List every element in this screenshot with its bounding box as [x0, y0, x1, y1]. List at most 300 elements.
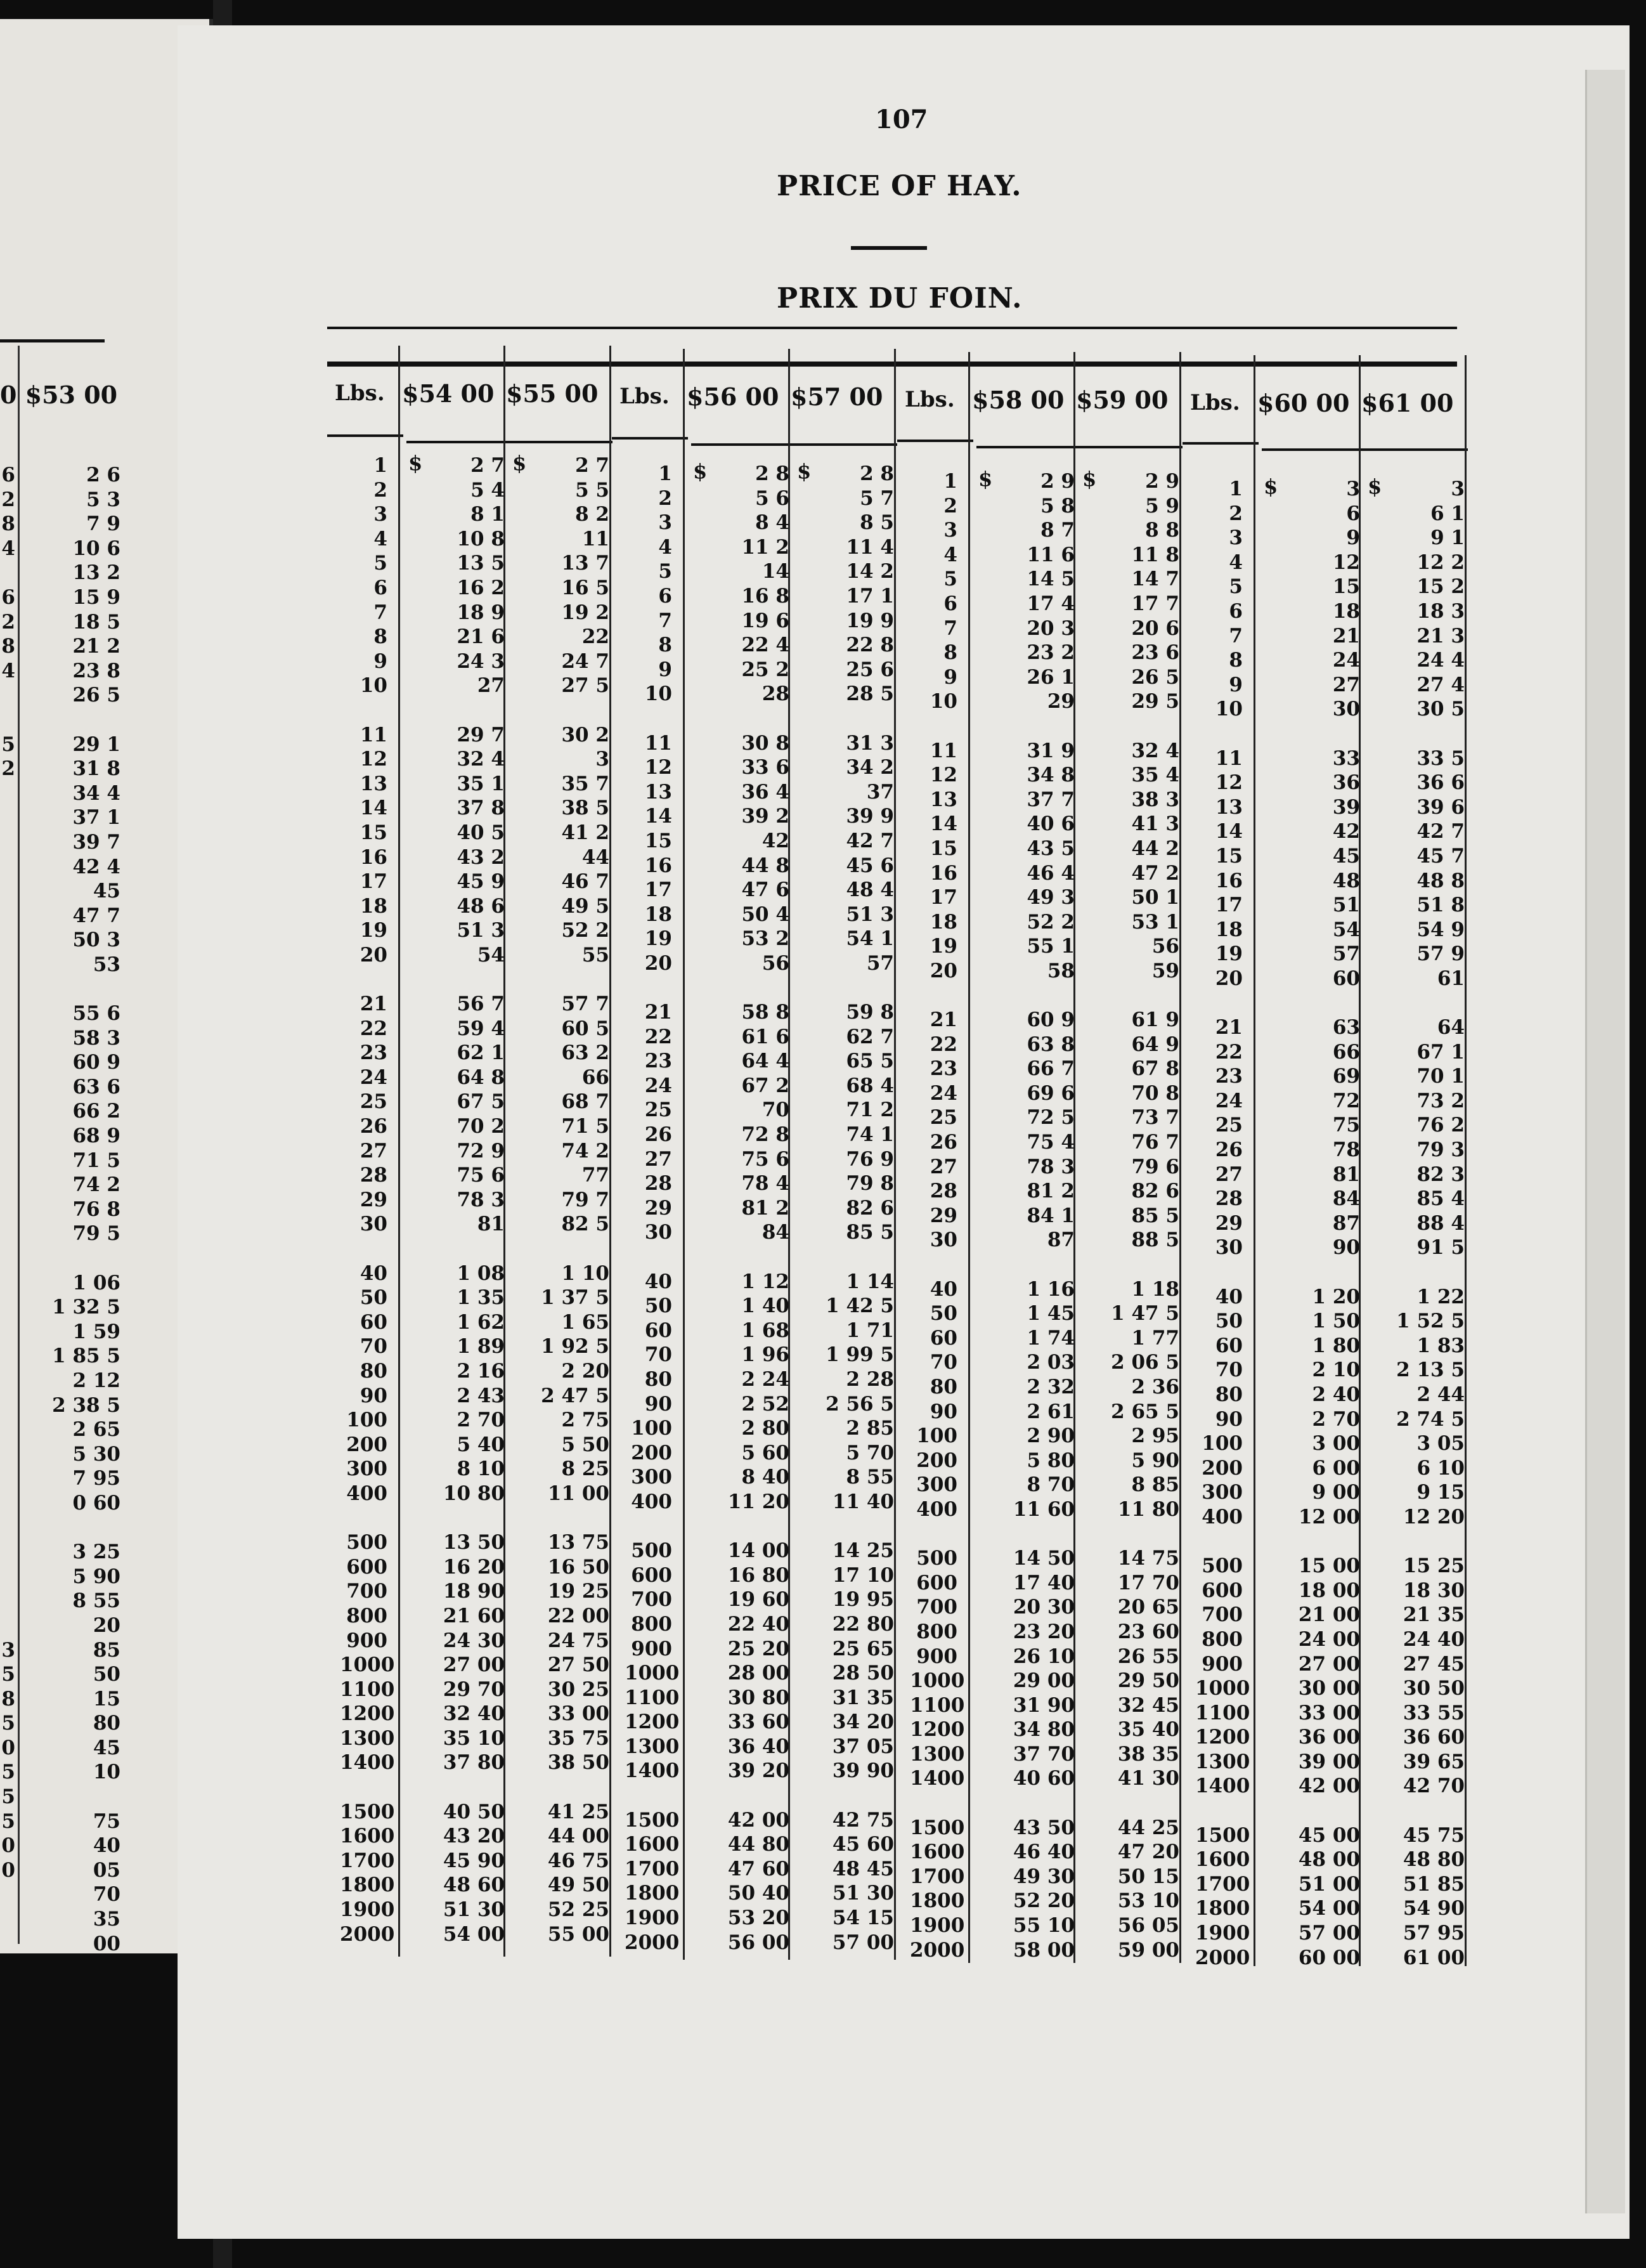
price-cell: [508, 1775, 609, 1800]
price-cell: 54 1: [846, 927, 894, 951]
price-cell: 28: [761, 682, 789, 706]
weight-cell: 600: [631, 1563, 672, 1587]
left-fragment-cell: 5: [1, 733, 15, 756]
price-cell: 15 2: [1416, 575, 1465, 599]
price-cell: 78 4: [741, 1172, 789, 1196]
weight-cell: 28: [930, 1180, 957, 1203]
price-cell: [1363, 1260, 1465, 1285]
price-cell: 87: [1332, 1211, 1360, 1235]
weight-cell: 8: [373, 625, 387, 649]
price-cell: 57: [1332, 942, 1360, 966]
price-cell: 32 40: [443, 1702, 505, 1726]
price-cell: 60 9: [1027, 1008, 1075, 1032]
price-cell: 2 40: [1312, 1383, 1360, 1406]
left-fragment-cell: 29 1: [72, 733, 120, 756]
weight-cell: 21: [1215, 1016, 1243, 1040]
price-cell: 1 42 5: [826, 1294, 894, 1318]
price-cell: 10 8: [457, 527, 505, 551]
price-cell: 81 2: [1027, 1180, 1075, 1203]
left-fragment-cell: 1 59: [72, 1320, 120, 1343]
price-cell: [403, 1237, 505, 1261]
price-cell: 62 1: [457, 1041, 505, 1065]
column-header-price: $55 00: [506, 379, 599, 408]
price-cell: 82 5: [561, 1213, 609, 1236]
price-cell: 63 8: [1027, 1033, 1075, 1056]
weight-cell: 6: [658, 584, 672, 608]
weight-cell: 13: [360, 772, 387, 795]
price-cell: 58 8: [741, 1001, 789, 1024]
price-cell: 5 90: [1131, 1449, 1179, 1472]
price-cell: 69 6: [1027, 1081, 1075, 1105]
price-cell: 45 90: [443, 1849, 505, 1872]
weight-cell: 1500: [625, 1808, 680, 1832]
weight-cell: 1800: [1195, 1897, 1250, 1920]
price-cell: 67 2: [741, 1074, 789, 1097]
weight-cell: 23: [1215, 1065, 1243, 1088]
left-fragment-cell: 66 2: [72, 1100, 120, 1123]
weight-cell: 2000: [910, 1938, 965, 1962]
price-cell: 49 50: [547, 1874, 609, 1897]
price-cell: 84: [1332, 1187, 1360, 1211]
price-cell: 48 00: [1298, 1848, 1360, 1872]
price-cell: 2 10: [1312, 1359, 1360, 1382]
weight-cell: 1200: [910, 1718, 965, 1742]
weight-cell: 300: [346, 1457, 387, 1481]
price-cell: 27: [1332, 673, 1360, 696]
weight-cell: 600: [1202, 1579, 1243, 1602]
price-cell: 40 6: [1027, 812, 1075, 836]
price-cell: [793, 1245, 894, 1270]
price-cell: 42 00: [1298, 1775, 1360, 1798]
left-fragment-cell: 45: [93, 880, 120, 903]
left-fragment-cell: [0, 1271, 15, 1296]
left-fragment-cell: 75: [93, 1809, 120, 1833]
left-fragment-cell: 79 5: [72, 1222, 120, 1246]
price-cell: 78: [1332, 1138, 1360, 1162]
price-cell: 57 95: [1403, 1922, 1465, 1945]
left-fragment-cell: 71 5: [72, 1149, 120, 1172]
price-cell: 51: [1332, 894, 1360, 917]
weight-cell: 1400: [1195, 1775, 1250, 1798]
left-fragment-cell: 50: [93, 1663, 120, 1686]
price-cell: 72 5: [1027, 1106, 1075, 1130]
price-cell: [1363, 1799, 1465, 1823]
column-header-price: $54 00: [402, 379, 495, 408]
weight-cell: 10: [644, 682, 672, 706]
weight-cell: 30: [930, 1228, 957, 1252]
weight-cell: 1300: [910, 1742, 965, 1766]
weight-cell: 16: [930, 861, 957, 885]
weight-cell: 24: [1215, 1089, 1243, 1112]
left-fragment-cell: [0, 1466, 15, 1491]
price-cell: 3 00: [1312, 1432, 1360, 1456]
weight-cell: 20: [644, 951, 672, 975]
price-cell: 5 9: [1145, 494, 1179, 518]
price-cell: 40 5: [457, 821, 505, 844]
price-cell: 51 3: [457, 919, 505, 942]
price-cell: 1 47 5: [1111, 1302, 1179, 1326]
price-cell: 11 6: [1027, 543, 1075, 566]
price-cell: 81: [477, 1213, 505, 1236]
price-cell: 45: [1332, 844, 1360, 868]
weight-cell: 700: [631, 1588, 672, 1612]
price-cell: 36 00: [1298, 1726, 1360, 1749]
weight-cell: 1200: [625, 1711, 680, 1734]
weight-cell: 23: [644, 1050, 672, 1073]
weight-cell: 500: [916, 1547, 957, 1570]
weight-cell: 1400: [625, 1759, 680, 1783]
left-fragment-cell: [0, 1295, 15, 1320]
weight-cell: 1200: [340, 1702, 395, 1726]
price-cell: 43 5: [1027, 837, 1075, 860]
left-fragment-cell: 2 65: [72, 1418, 120, 1442]
price-cell: 9: [1346, 526, 1360, 550]
left-fragment-cell: 3 25: [72, 1541, 120, 1564]
price-cell: 17 4: [1027, 592, 1075, 615]
price-cell: 37 70: [1013, 1742, 1075, 1766]
weight-cell: 3: [373, 503, 387, 526]
left-fragment-cell: [25, 1785, 120, 1809]
price-cell: 75 6: [457, 1164, 505, 1187]
price-cell: 6 10: [1416, 1456, 1465, 1480]
weight-cell: [340, 1237, 387, 1261]
left-fragment-cell: 0: [1, 1834, 15, 1858]
weight-cell: 500: [631, 1539, 672, 1563]
price-cell: [508, 967, 609, 992]
price-cell: 45 75: [1403, 1823, 1465, 1847]
column-rule: [1465, 355, 1467, 1966]
price-cell: 13 7: [561, 552, 609, 575]
price-cell: 60: [1332, 967, 1360, 990]
price-cell: [793, 975, 894, 1000]
weight-cell: 1300: [625, 1735, 680, 1758]
price-cell: 20 65: [1117, 1596, 1179, 1619]
price-cell: 54: [477, 943, 505, 967]
price-cell: [1259, 1799, 1360, 1823]
weight-cell: 500: [1202, 1554, 1243, 1578]
price-cell: 51 30: [832, 1882, 894, 1905]
price-cell: 25 20: [727, 1637, 789, 1660]
price-cell: 67 5: [457, 1090, 505, 1114]
price-cell: 30 8: [741, 731, 789, 755]
price-cell: 14 50: [1013, 1547, 1075, 1570]
price-cell: 31 90: [1013, 1693, 1075, 1717]
price-cell: 81 2: [741, 1196, 789, 1220]
weight-cell: 2: [658, 486, 672, 510]
weight-cell: 11: [930, 739, 957, 762]
price-cell: 30 5: [1416, 698, 1465, 721]
left-fragment-cell: 10 6: [72, 537, 120, 560]
weight-cell: 70: [1215, 1359, 1243, 1382]
weight-cell: 200: [1202, 1456, 1243, 1480]
left-fragment-cell: 35: [93, 1908, 120, 1931]
price-cell: 36 6: [1416, 771, 1465, 795]
left-fragment-cell: [0, 781, 15, 806]
price-cell: 35 10: [443, 1726, 505, 1750]
price-cell: 64 4: [741, 1050, 789, 1073]
price-cell: 77: [581, 1164, 609, 1187]
weight-cell: 30: [644, 1221, 672, 1244]
weight-cell: 800: [916, 1620, 957, 1643]
price-cell: 32 4: [1131, 739, 1179, 762]
price-cell: 16 8: [741, 584, 789, 608]
price-cell: 66 7: [1027, 1057, 1075, 1081]
left-fragment-cell: 10: [93, 1761, 120, 1784]
left-fragment-cell: [0, 1246, 15, 1271]
weight-cell: 1900: [625, 1906, 680, 1930]
price-cell: 85 5: [846, 1221, 894, 1244]
currency-symbol: $: [1264, 474, 1278, 499]
price-cell: 20 30: [1013, 1596, 1075, 1619]
price-cell: 3: [1346, 478, 1360, 500]
left-fragment-cell: 7 9: [86, 512, 120, 536]
weight-cell: 30: [360, 1213, 387, 1236]
weight-cell: 16: [644, 854, 672, 877]
weight-cell: [625, 707, 672, 731]
left-fragment-cell: [0, 561, 15, 585]
weight-cell: [340, 967, 387, 992]
weight-cell: 18: [930, 910, 957, 934]
weight-cell: 100: [631, 1417, 672, 1440]
weight-cell: 1100: [910, 1693, 965, 1717]
column-rule: [968, 352, 970, 1963]
weight-cell: 28: [360, 1164, 387, 1187]
price-cell: 78 3: [1027, 1155, 1075, 1178]
weight-cell: 900: [916, 1645, 957, 1668]
price-cell: 25 6: [846, 658, 894, 681]
price-cell: 13 75: [547, 1531, 609, 1554]
weight-cell: 29: [1215, 1211, 1243, 1235]
left-fragment-cell: [0, 1565, 15, 1589]
left-fragment-cell: 42 4: [72, 855, 120, 878]
price-cell: 39: [1332, 795, 1360, 819]
left-fragment-cell: 63 6: [72, 1075, 120, 1098]
price-cell: 30 50: [1403, 1677, 1465, 1700]
weight-cell: 20: [360, 943, 387, 967]
price-cell: 57 00: [832, 1931, 894, 1954]
price-cell: 67 1: [1416, 1040, 1465, 1064]
price-cell: [403, 1775, 505, 1800]
price-cell: 2 70: [1312, 1407, 1360, 1431]
price-cell: 50 15: [1117, 1865, 1179, 1888]
price-column: [508, 453, 609, 1946]
weight-cell: 21: [930, 1008, 957, 1032]
weight-cell: 15: [930, 837, 957, 860]
weight-cell: 17: [644, 878, 672, 902]
price-cell: 90: [1332, 1236, 1360, 1260]
weight-cell: 100: [916, 1424, 957, 1448]
price-cell: 11 40: [832, 1490, 894, 1513]
weight-cell: 60: [644, 1319, 672, 1342]
price-cell: 59 00: [1117, 1938, 1179, 1962]
price-cell: 10 80: [443, 1482, 505, 1505]
weight-cell: 50: [1215, 1310, 1243, 1333]
price-cell: 8 8: [1145, 519, 1179, 542]
weight-cell: 25: [360, 1090, 387, 1114]
price-cell: 32 4: [457, 748, 505, 771]
price-cell: 16 5: [561, 576, 609, 599]
weight-cell: 70: [930, 1351, 957, 1374]
column-header-price: $57 00: [791, 382, 883, 411]
price-cell: 8 5: [860, 511, 894, 535]
price-cell: 30 2: [561, 723, 609, 746]
price-cell: 59: [1151, 959, 1179, 982]
weight-cell: 20: [1215, 967, 1243, 990]
header-underline: [406, 441, 612, 443]
weight-cell: [625, 975, 672, 1000]
price-cell: 72: [1332, 1089, 1360, 1112]
price-cell: 79 7: [561, 1188, 609, 1211]
price-cell: 70 2: [457, 1115, 505, 1138]
weight-cell: 70: [644, 1343, 672, 1367]
price-cell: 22 8: [846, 634, 894, 657]
price-cell: 5 5: [575, 478, 609, 502]
weight-cell: 25: [1215, 1114, 1243, 1137]
price-cell: 48: [1332, 869, 1360, 892]
price-cell: 48 60: [443, 1874, 505, 1897]
price-cell: 28 5: [846, 682, 894, 706]
currency-symbol: $: [693, 459, 708, 483]
weight-cell: [340, 1506, 387, 1531]
weight-cell: 1: [373, 454, 387, 477]
price-cell: 1 74: [1027, 1326, 1075, 1350]
price-cell: 28 00: [727, 1662, 789, 1685]
weight-cell: [1195, 1799, 1243, 1823]
price-cell: 29 70: [443, 1678, 505, 1701]
price-cell: 8 1: [470, 503, 505, 526]
weight-cell: 11: [644, 731, 672, 755]
left-fragment-cell: 5 30: [72, 1442, 120, 1466]
weight-cell: 27: [360, 1139, 387, 1163]
price-cell: 3 05: [1416, 1432, 1465, 1456]
price-cell: 44 80: [727, 1833, 789, 1856]
weight-cell: 1300: [340, 1726, 395, 1750]
price-cell: 21 6: [457, 625, 505, 649]
price-cell: [688, 1245, 789, 1270]
column-header-lbs: Lbs.: [335, 381, 385, 406]
left-fragment-cell: 5: [1, 1712, 15, 1735]
price-cell: 1 22: [1416, 1285, 1465, 1308]
price-cell: 49 30: [1013, 1865, 1075, 1888]
weight-cell: 23: [360, 1041, 387, 1065]
price-cell: 1 77: [1131, 1326, 1179, 1350]
price-cell: 5 60: [741, 1441, 789, 1464]
price-cell: 2 13 5: [1396, 1359, 1465, 1382]
price-cell: 24 3: [457, 649, 505, 673]
price-cell: 36 40: [727, 1735, 789, 1758]
weight-cell: 90: [930, 1400, 957, 1423]
weight-cell: 1600: [340, 1825, 395, 1848]
price-cell: 26 1: [1027, 665, 1075, 689]
price-cell: 33 60: [727, 1711, 789, 1734]
price-cell: 37 8: [457, 797, 505, 820]
left-fragment-cell: 00: [93, 1932, 120, 1955]
price-cell: 76 7: [1131, 1131, 1179, 1154]
weight-cell: 22: [360, 1017, 387, 1040]
price-cell: 5 50: [561, 1433, 609, 1456]
weight-cell: [910, 983, 957, 1008]
price-cell: 23 60: [1117, 1620, 1179, 1643]
price-cell: 6 00: [1312, 1456, 1360, 1480]
header-underline: [691, 443, 897, 446]
price-cell: 1 45: [1027, 1302, 1075, 1326]
weight-cell: 4: [1229, 551, 1243, 574]
price-column: [973, 469, 1075, 1962]
price-cell: 2 95: [1131, 1424, 1179, 1448]
price-cell: 64 8: [457, 1066, 505, 1089]
weight-cell: 900: [1202, 1652, 1243, 1676]
weight-cell: 2: [943, 494, 957, 518]
price-cell: 6 1: [1430, 502, 1465, 525]
price-cell: 50 1: [1131, 886, 1179, 909]
price-cell: 42 7: [846, 829, 894, 852]
price-cell: [1078, 1253, 1179, 1277]
price-cell: 2 8: [860, 462, 894, 485]
price-cell: 52 20: [1013, 1889, 1075, 1913]
price-cell: 14 75: [1117, 1547, 1179, 1570]
price-cell: 1 12: [741, 1270, 789, 1293]
price-cell: 72 8: [741, 1123, 789, 1147]
left-fragment-cell: [0, 1320, 15, 1345]
weight-cell: 1500: [910, 1816, 965, 1839]
title-english: PRICE OF HAY.: [777, 170, 1022, 202]
weight-cell: 300: [1202, 1481, 1243, 1504]
price-cell: 38 35: [1117, 1742, 1179, 1766]
left-fragment-cell: [0, 855, 15, 880]
price-cell: 14: [761, 560, 789, 583]
weight-cell: 9: [658, 658, 672, 681]
price-cell: 24 00: [1298, 1627, 1360, 1651]
left-fragment-cell: [0, 1393, 15, 1418]
weight-cell: 7: [373, 601, 387, 624]
weight-cell: 1600: [910, 1841, 965, 1864]
price-cell: 88 5: [1131, 1228, 1179, 1252]
price-cell: 26 5: [1131, 665, 1179, 689]
price-cell: [1078, 1522, 1179, 1547]
weight-cell: 12: [360, 748, 387, 771]
left-fragment-cell: [0, 1344, 15, 1369]
price-cell: 74 2: [561, 1139, 609, 1163]
price-cell: 70 1: [1416, 1065, 1465, 1088]
price-cell: 35 4: [1131, 764, 1179, 787]
price-cell: 88 4: [1416, 1211, 1465, 1235]
left-fragment-cell: 18 5: [72, 610, 120, 634]
price-cell: 23 2: [1027, 641, 1075, 665]
price-cell: 59 8: [846, 1001, 894, 1024]
price-cell: 8 85: [1131, 1473, 1179, 1497]
weight-cell: 9: [1229, 673, 1243, 696]
price-cell: 2 20: [561, 1359, 609, 1383]
price-cell: 82 3: [1416, 1163, 1465, 1186]
weight-cell: 1100: [625, 1686, 680, 1709]
table-top-rule-thick: [327, 362, 1457, 367]
price-cell: 27 4: [1416, 673, 1465, 696]
price-cell: 36: [1332, 771, 1360, 795]
left-fragment-cell: 70: [93, 1883, 120, 1906]
left-fragment-cell: [25, 1246, 120, 1271]
header-underline: [612, 437, 688, 440]
weight-cell: 27: [1215, 1163, 1243, 1186]
weight-cell: 80: [360, 1359, 387, 1383]
price-cell: 53 20: [727, 1906, 789, 1930]
price-cell: [1259, 991, 1360, 1015]
price-cell: 30 80: [727, 1686, 789, 1709]
price-cell: 51 85: [1403, 1872, 1465, 1896]
weight-cell: 25: [644, 1098, 672, 1122]
price-cell: 84 1: [1027, 1204, 1075, 1227]
price-cell: 31 3: [846, 731, 894, 755]
price-cell: 18: [1332, 599, 1360, 623]
